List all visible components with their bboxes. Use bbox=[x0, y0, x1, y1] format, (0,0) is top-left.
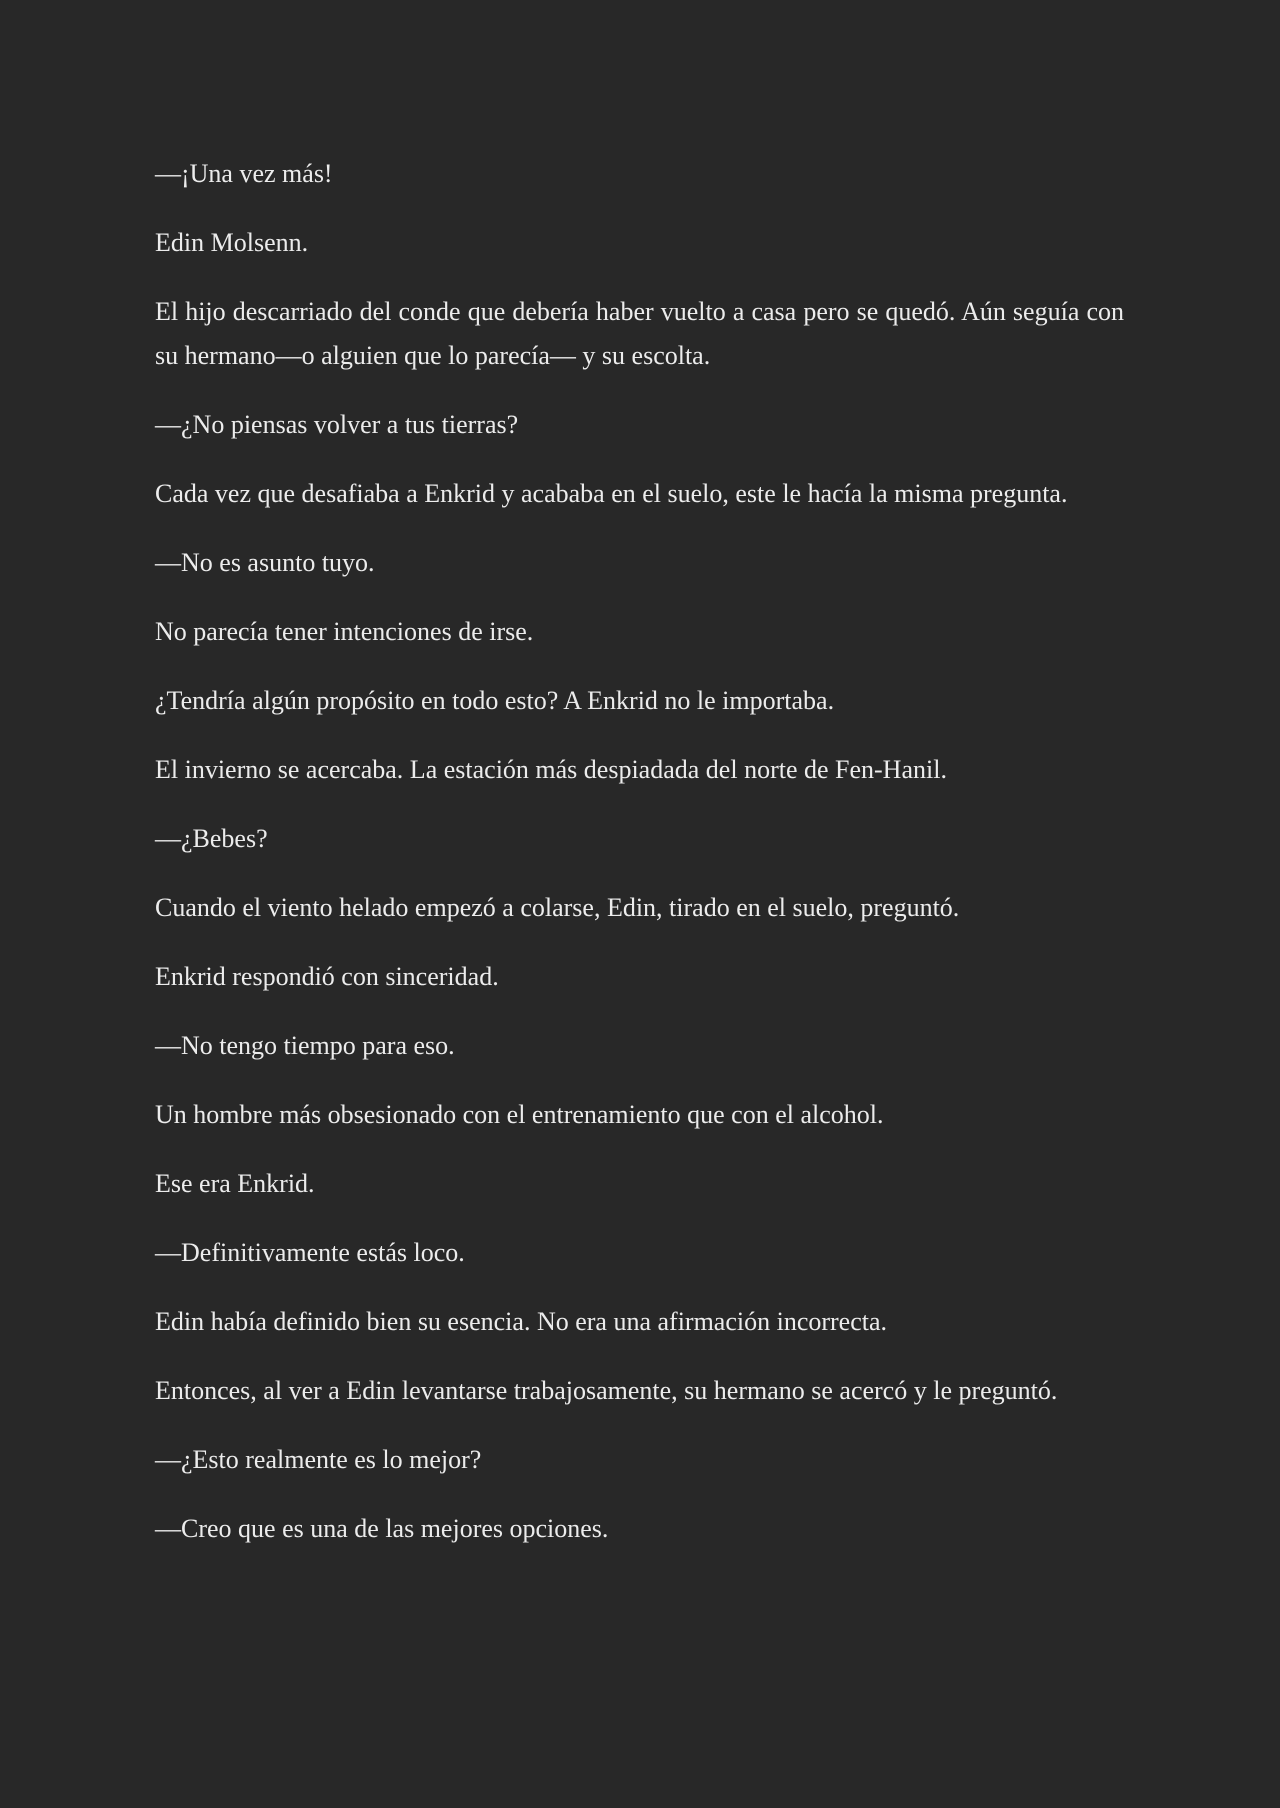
paragraph: Edin Molsenn. bbox=[155, 228, 309, 257]
paragraph: Entonces, al ver a Edin levantarse trabajosamente, su hermano se acercó y le preguntó. bbox=[155, 1376, 1058, 1405]
paragraph: —Definitivamente estás loco. bbox=[155, 1238, 465, 1267]
paragraph: El invierno se acercaba. La estación más despiadada del norte de Fen-Hanil. bbox=[155, 755, 947, 784]
paragraph: Enkrid respondió con sinceridad. bbox=[155, 962, 499, 991]
paragraph: —¿Bebes? bbox=[155, 824, 268, 853]
paragraph: Un hombre más obsesionado con el entrenamiento que con el alcohol. bbox=[155, 1100, 884, 1129]
paragraph: —Creo que es una de las mejores opciones. bbox=[155, 1514, 609, 1543]
paragraph: Ese era Enkrid. bbox=[155, 1169, 315, 1198]
paragraph: Edin había definido bien su esencia. No era una afirmación incorrecta. bbox=[155, 1307, 888, 1336]
reader-page bbox=[155, 152, 1124, 1576]
paragraph: Cada vez que desafiaba a Enkrid y acababa en el suelo, este le hacía la misma pregunta. bbox=[155, 479, 1068, 508]
paragraph: —No es asunto tuyo. bbox=[155, 548, 375, 577]
paragraph: No parecía tener intenciones de irse. bbox=[155, 617, 534, 646]
paragraph: —No tengo tiempo para eso. bbox=[155, 1031, 455, 1060]
paragraph: —¿No piensas volver a tus tierras? bbox=[155, 410, 519, 439]
paragraph: —¡Una vez más! bbox=[155, 159, 333, 188]
paragraph: Cuando el viento helado empezó a colarse, Edin, tirado en el suelo, preguntó. bbox=[155, 893, 960, 922]
paragraph: El hijo descarriado del conde que debería haber vuelto a casa pero se quedó. Aún seguía con su hermano—o alguien que lo parecía— y su escolta. bbox=[155, 297, 1124, 370]
paragraph: —¿Esto realmente es lo mejor? bbox=[155, 1445, 482, 1474]
paragraph: ¿Tendría algún propósito en todo esto? A Enkrid no le importaba. bbox=[155, 686, 835, 715]
